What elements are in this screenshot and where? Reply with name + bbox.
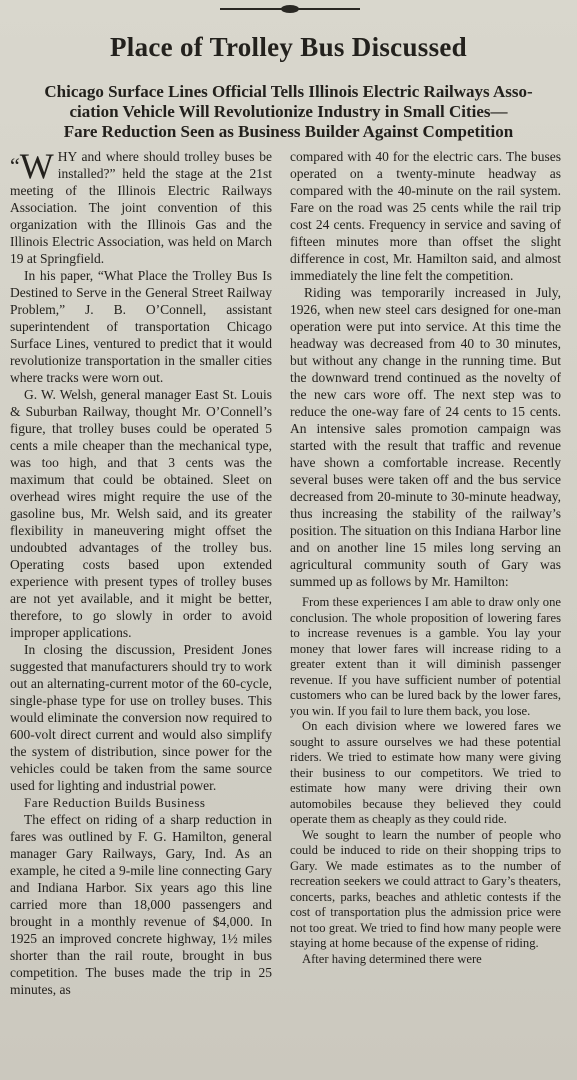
quote-paragraph: We sought to learn the number of people who could be induced to ride on their shopping trips to Gary. We made estimates as to the number of recreation seekers we could attract to Gary’s theaters, concerts, parks, beaches and athletic contests if the cost of transportation plus the admission price were not too great. We tried to find how many people were staying at home because of the expense of riding. <box>290 827 561 950</box>
section-heading: Fare Reduction Builds Business <box>24 795 206 810</box>
quote-paragraph: After having determined there were <box>302 951 482 966</box>
paragraph: “W HY and where should trolley buses be installed?” held the stage at the 21st meeting of the Illinois Electric Railways Association. The joint convention of this organization with the Illinois Gas and the Illinois Electric Association, was held on March 19 at Springfield. <box>10 146 272 266</box>
paragraph: G. W. Welsh, general manager East St. Louis & Suburban Railway, thought Mr. O’Connell’s figure, that trolley buses could be operated 5 cents a mile cheaper than the mechanical type, was too high, and that 3 cents was the maximum that could be obtained. Sleet on overhead wires might require the use of the gasoline bus, Mr. Welsh said, and its greater flexibility in maneuvering might offset the undoubted advantages of the trolley bus. Operating costs based upon extended experience with present types of trolley buses are not yet available, and it might be better, therefore, to go slowly in order to avoid improper applications. <box>10 387 272 640</box>
paragraph: In closing the discussion, President Jones suggested that manufacturers should try to work out an alternating-current motor of the 60-cycle, single-phase type for use on trolley buses. This would eliminate the conversion now required to 600-volt direct current and would also simplify the system of distribution, since power for the vehicles could be taken from the same source used for lighting and industrial power. <box>10 642 272 793</box>
quote-paragraph: On each division where we lowered fares we sought to assure ourselves we had these potential riders. We tried to estimate how many were giving their business to our competitors. We tried to estimate how many were driving their own automobiles because they believed they could operate them as cheaply as they could ride. <box>290 719 561 826</box>
subtitle-line: Fare Reduction Seen as Business Builder Against Competition <box>63 122 514 141</box>
ornament-diamond <box>281 5 299 13</box>
right-column <box>290 148 561 967</box>
paragraph: Riding was temporarily increased in July, 1926, when new steel cars designed for one-man operation were put into service. At this time the headway was decreased from 40 to 30 minutes, but without any change in the running time. But the downward trend continued as the novelty of the new cars wore off. The next step was to reduce the one-way fare of 24 cents to 15 cents. An intensive sales promotion campaign was started with the result that traffic and revenue have shown a comfortable increase. Recently several buses were taken off and the bus service decreased from 20-minute to 30-minute headway, thus increasing the stability of the railway’s position. The situation on this Indiana Harbor line and on another line 15 miles long serving an agricultural community south of Gary was summed up as follows by Mr. Hamilton: <box>290 285 561 589</box>
paragraph: compared with 40 for the electric cars. The buses operated on a twenty-minute headway as compared with the 40-minute on the rail system. Fare on the road was 25 cents while the rail trip cost 24 cents. Frequency in service and saving of fifteen minutes more than offset the slight difference in cost, Mr. Hamilton said, and almost immediately the line felt the competition. <box>290 149 561 283</box>
article-subtitle <box>8 82 569 142</box>
quote-paragraph: From these experiences I am able to draw only one conclusion. The whole proposition of lowering fares to increase revenues is a gamble. You lay your money that lower fares will increase riding to a greater extent than it will diminish passenger revenue. If you have sufficient number of potential customers who can be lured back by the lower fares, you win. If you fail to lure them back, you lose. <box>290 595 561 718</box>
subtitle-line: ciation Vehicle Will Revolutionize Industry in Small Cities— <box>69 102 508 121</box>
block-quote <box>290 595 561 967</box>
paragraph: The effect on riding of a sharp reduction in fares was outlined by F. G. Hamilton, general manager Gary Railways, Gary, Ind. As an example, he cited a 9-mile line connecting Gary and Indiana Harbor. Six years ago this line carried more than 18,000 passengers and brought in a monthly revenue of $4,000. In 1925 an improved concrete highway, 1½ miles shorter than the rail route, brought in bus competition. The buses made the trip in 25 minutes, as <box>10 812 272 997</box>
subtitle-line: Chicago Surface Lines Official Tells Illinois Electric Railways Asso- <box>44 82 533 101</box>
paragraph: In his paper, “What Place the Trolley Bus Is Destined to Serve in the General Street Railway Problem,” J. B. O’Connell, assistant superintendent of transportation Chicago Surface Lines, ventured to predict that it would revolutionize transportation in the smaller cities where tracks were worn out. <box>10 268 272 385</box>
drop-cap: “W <box>10 146 54 186</box>
article-title: Place of Trolley Bus Discussed <box>109 32 467 62</box>
left-column <box>10 148 272 998</box>
